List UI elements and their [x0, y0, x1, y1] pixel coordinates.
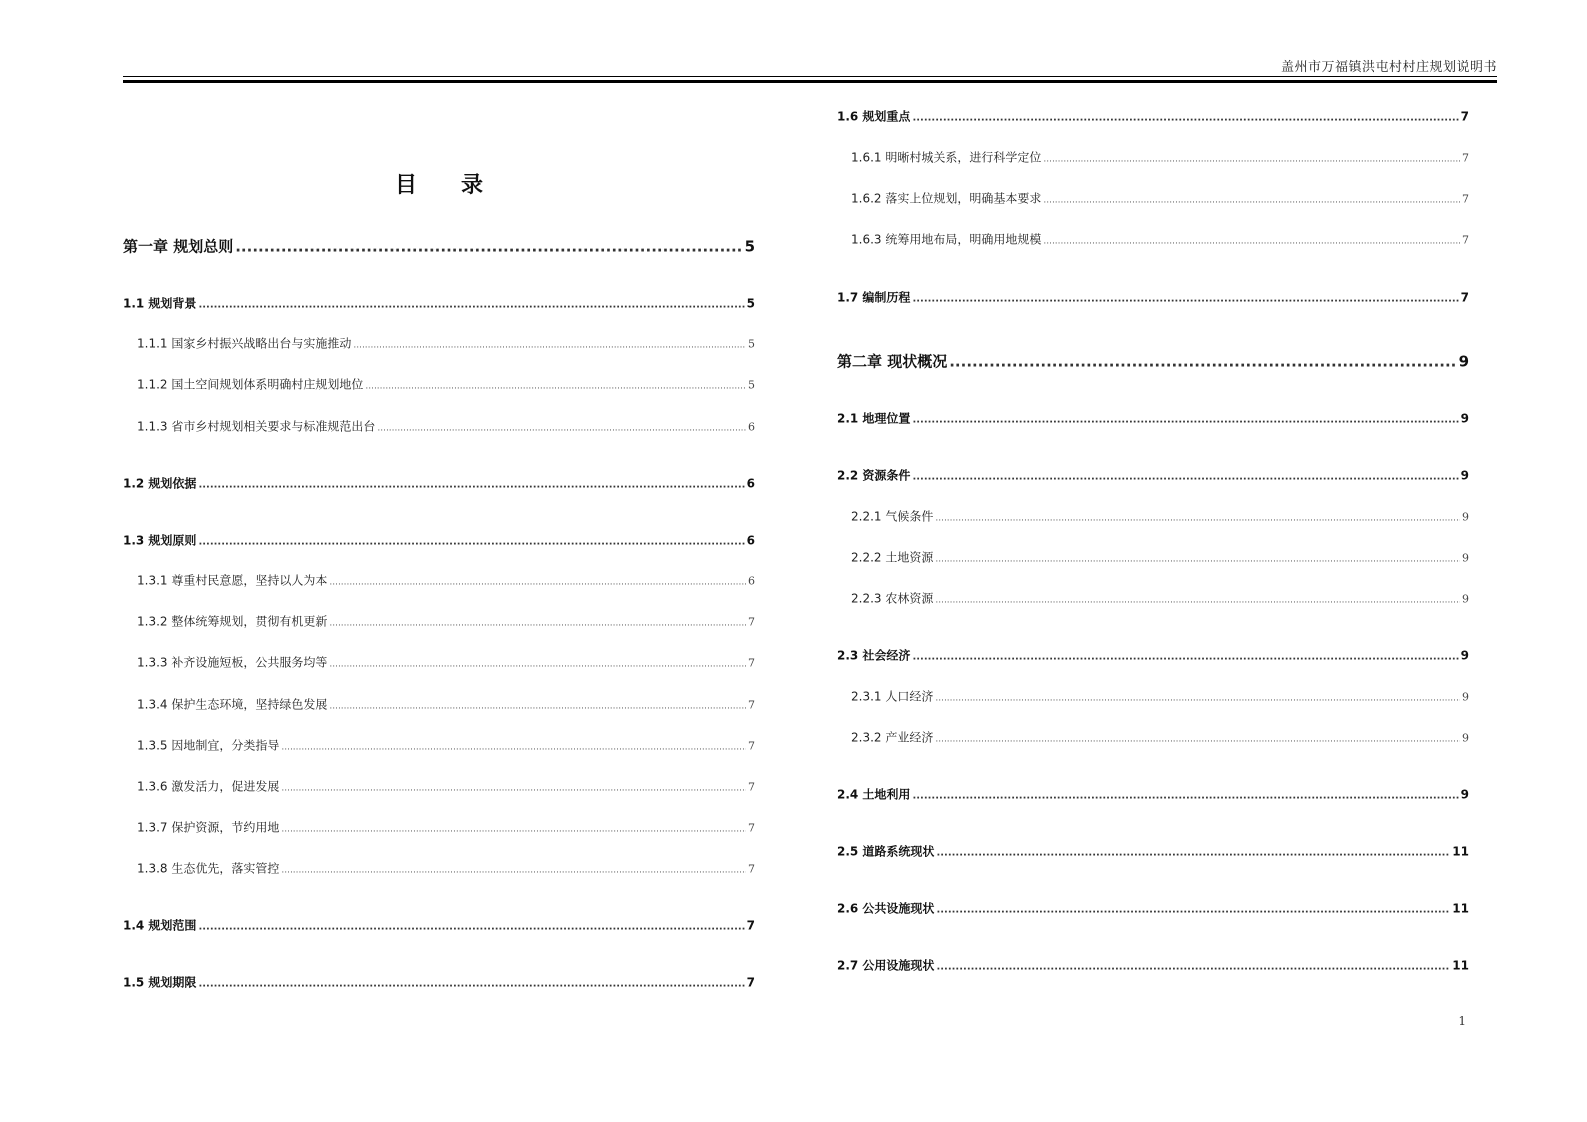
toc-entry-page: 7	[748, 780, 755, 794]
dot-leader	[912, 472, 1458, 483]
toc-entry-sub[interactable]	[123, 418, 755, 435]
dot-leader	[1043, 196, 1460, 206]
toc-entry-sub[interactable]	[837, 508, 1469, 525]
toc-entry-text: 1.3.2 整体统筹规划，贯彻有机更新	[137, 614, 328, 629]
toc-entry-page: 9	[1462, 731, 1469, 745]
dot-leader	[281, 784, 746, 794]
toc-entry-sub[interactable]	[837, 549, 1469, 566]
toc-entry-page: 7	[1462, 151, 1469, 165]
dot-leader	[353, 341, 746, 351]
dot-leader	[198, 979, 744, 990]
dot-leader	[281, 743, 746, 753]
toc-entry-text: 1.2 规划依据	[123, 476, 197, 491]
toc-entry-text: 1.3.4 保护生态环境，坚持绿色发展	[137, 697, 328, 712]
toc-entry-page: 6	[748, 574, 755, 588]
toc-entry-section[interactable]	[837, 467, 1469, 484]
toc-entry-sub[interactable]	[123, 737, 755, 754]
toc-entry-page: 7	[746, 918, 755, 933]
toc-entry-sub[interactable]	[837, 231, 1469, 248]
toc-entry-page: 7	[748, 821, 755, 835]
toc-entry-text: 2.5 道路系统现状	[837, 844, 935, 859]
toc-entry-section[interactable]	[837, 900, 1469, 917]
toc-entry-text: 1.3.1 尊重村民意愿，坚持以人为本	[137, 573, 328, 588]
toc-entry-section[interactable]	[123, 475, 755, 492]
toc-entry-page: 7	[1460, 109, 1469, 124]
dot-leader	[281, 866, 746, 876]
toc-entry-text: 1.7 编制历程	[837, 290, 911, 305]
toc-entry-page: 7	[748, 615, 755, 629]
toc-entry-text: 2.3.2 产业经济	[851, 730, 934, 745]
toc-entry-page: 7	[748, 739, 755, 753]
toc-entry-page: 6	[746, 533, 755, 548]
toc-entry-text: 1.6.2 落实上位规划，明确基本要求	[851, 191, 1042, 206]
dot-leader	[365, 382, 746, 392]
toc-entry-text: 1.5 规划期限	[123, 975, 197, 990]
toc-entry-text: 1.3 规划原则	[123, 533, 197, 548]
header-title: 盖州市万福镇洪屯村村庄规划说明书	[1280, 60, 1497, 75]
toc-entry-text: 2.6 公共设施现状	[837, 901, 935, 916]
dot-leader	[935, 514, 1460, 524]
toc-left-column	[123, 0, 755, 1122]
toc-entry-page: 5	[746, 296, 755, 311]
dot-leader	[329, 619, 746, 629]
toc-entry-text: 2.2.2 土地资源	[851, 550, 934, 565]
toc-entry-text: 1.1.2 国土空间规划体系明确村庄规划地位	[137, 377, 364, 392]
toc-entry-text: 1.3.8 生态优先，落实管控	[137, 861, 280, 876]
dot-leader	[1043, 237, 1460, 247]
dot-leader	[235, 238, 742, 256]
toc-entry-text: 1.4 规划范围	[123, 918, 197, 933]
toc-entry-section[interactable]	[123, 295, 755, 312]
toc-entry-section[interactable]	[123, 917, 755, 934]
dot-leader	[1043, 155, 1460, 165]
toc-entry-section[interactable]	[123, 974, 755, 991]
toc-entry-page: 7	[748, 698, 755, 712]
toc-entry-sub[interactable]	[837, 729, 1469, 746]
dot-leader	[912, 113, 1458, 124]
toc-entry-page: 7	[1462, 233, 1469, 247]
toc-entry-page: 9	[1460, 648, 1469, 663]
dot-leader	[912, 294, 1458, 305]
dot-leader	[198, 537, 744, 548]
page-number: 1	[1458, 1014, 1466, 1028]
toc-entry-chapter[interactable]	[123, 236, 755, 257]
toc-entry-text: 1.1.3 省市乡村规划相关要求与标准规范出台	[137, 419, 376, 434]
toc-entry-page: 7	[746, 975, 755, 990]
toc-entry-page: 9	[1462, 510, 1469, 524]
dot-leader	[198, 922, 744, 933]
toc-entry-text: 2.2 资源条件	[837, 468, 911, 483]
toc-entry-text: 第二章 现状概况	[837, 352, 948, 371]
toc-entry-sub[interactable]	[123, 613, 755, 630]
toc-entry-sub[interactable]	[123, 778, 755, 795]
toc-entry-text: 1.3.5 因地制宜，分类指导	[137, 738, 280, 753]
toc-entry-page: 5	[744, 237, 755, 256]
dot-leader	[935, 694, 1460, 704]
toc-entry-page: 11	[1452, 901, 1469, 916]
toc-entry-page: 11	[1452, 958, 1469, 973]
toc-entry-section[interactable]	[837, 786, 1469, 803]
toc-entry-sub[interactable]	[123, 819, 755, 836]
toc-entry-section[interactable]	[837, 957, 1469, 974]
dot-leader	[198, 300, 744, 311]
toc-entry-section[interactable]	[837, 108, 1469, 125]
toc-entry-page: 9	[1462, 551, 1469, 565]
dot-leader	[912, 652, 1458, 663]
toc-entry-text: 1.3.6 激发活力，促进发展	[137, 779, 280, 794]
dot-leader	[912, 415, 1458, 426]
toc-entry-section[interactable]	[837, 647, 1469, 664]
toc-entry-page: 9	[1462, 592, 1469, 606]
toc-entry-text: 2.7 公用设施现状	[837, 958, 935, 973]
toc-entry-text: 1.6 规划重点	[837, 109, 911, 124]
dot-leader	[912, 791, 1458, 802]
toc-entry-page: 5	[748, 337, 755, 351]
toc-entry-page: 9	[1460, 468, 1469, 483]
toc-entry-text: 2.3.1 人口经济	[851, 689, 934, 704]
toc-entry-section[interactable]	[837, 289, 1469, 306]
toc-entry-section[interactable]	[837, 843, 1469, 860]
toc-entry-text: 2.1 地理位置	[837, 411, 911, 426]
toc-entry-sub[interactable]	[123, 696, 755, 713]
toc-entry-page: 7	[1460, 290, 1469, 305]
toc-entry-sub[interactable]	[123, 572, 755, 589]
toc-entry-text: 1.6.1 明晰村城关系，进行科学定位	[851, 150, 1042, 165]
dot-leader	[935, 735, 1460, 745]
toc-entry-sub[interactable]	[123, 860, 755, 877]
toc-entry-page: 11	[1452, 844, 1469, 859]
toc-entry-text: 2.2.3 农林资源	[851, 591, 934, 606]
toc-entry-text: 1.1.1 国家乡村振兴战略出台与实施推动	[137, 336, 352, 351]
dot-leader	[936, 905, 1450, 916]
dot-leader	[936, 962, 1450, 973]
toc-entry-text: 1.6.3 统筹用地布局，明确用地规模	[851, 232, 1042, 247]
toc-right-column	[837, 0, 1469, 1122]
dot-leader	[935, 596, 1460, 606]
toc-entry-page: 9	[1460, 411, 1469, 426]
toc-entry-sub[interactable]	[123, 376, 755, 393]
toc-title: 目录	[394, 173, 527, 198]
toc-entry-section[interactable]	[837, 410, 1469, 427]
toc-entry-text: 2.4 土地利用	[837, 787, 911, 802]
toc-entry-sub[interactable]	[837, 688, 1469, 705]
toc-entry-sub[interactable]	[837, 590, 1469, 607]
toc-entry-page: 9	[1458, 352, 1469, 371]
dot-leader	[329, 702, 746, 712]
toc-entry-chapter[interactable]	[837, 351, 1469, 372]
dot-leader	[935, 555, 1460, 565]
dot-leader	[377, 424, 746, 434]
toc-entry-sub[interactable]	[837, 190, 1469, 207]
toc-entry-sub[interactable]	[837, 149, 1469, 166]
dot-leader	[198, 480, 744, 491]
dot-leader	[281, 825, 746, 835]
toc-entry-text: 1.1 规划背景	[123, 296, 197, 311]
toc-entry-page: 7	[1462, 192, 1469, 206]
toc-entry-text: 2.3 社会经济	[837, 648, 911, 663]
dot-leader	[329, 578, 746, 588]
dot-leader	[329, 660, 746, 670]
dot-leader	[936, 848, 1450, 859]
dot-leader	[949, 353, 1456, 371]
toc-entry-page: 7	[748, 656, 755, 670]
toc-entry-page: 9	[1462, 690, 1469, 704]
toc-entry-text: 1.3.7 保护资源，节约用地	[137, 820, 280, 835]
toc-entry-page: 7	[748, 862, 755, 876]
toc-entry-text: 2.2.1 气候条件	[851, 509, 934, 524]
toc-entry-text: 1.3.3 补齐设施短板，公共服务均等	[137, 655, 328, 670]
toc-entry-page: 6	[746, 476, 755, 491]
toc-entry-page: 5	[748, 378, 755, 392]
toc-entry-section[interactable]	[123, 532, 755, 549]
toc-entry-page: 6	[748, 420, 755, 434]
toc-entry-text: 第一章 规划总则	[123, 237, 234, 256]
toc-entry-page: 9	[1460, 787, 1469, 802]
toc-entry-sub[interactable]	[123, 654, 755, 671]
toc-entry-sub[interactable]	[123, 335, 755, 352]
